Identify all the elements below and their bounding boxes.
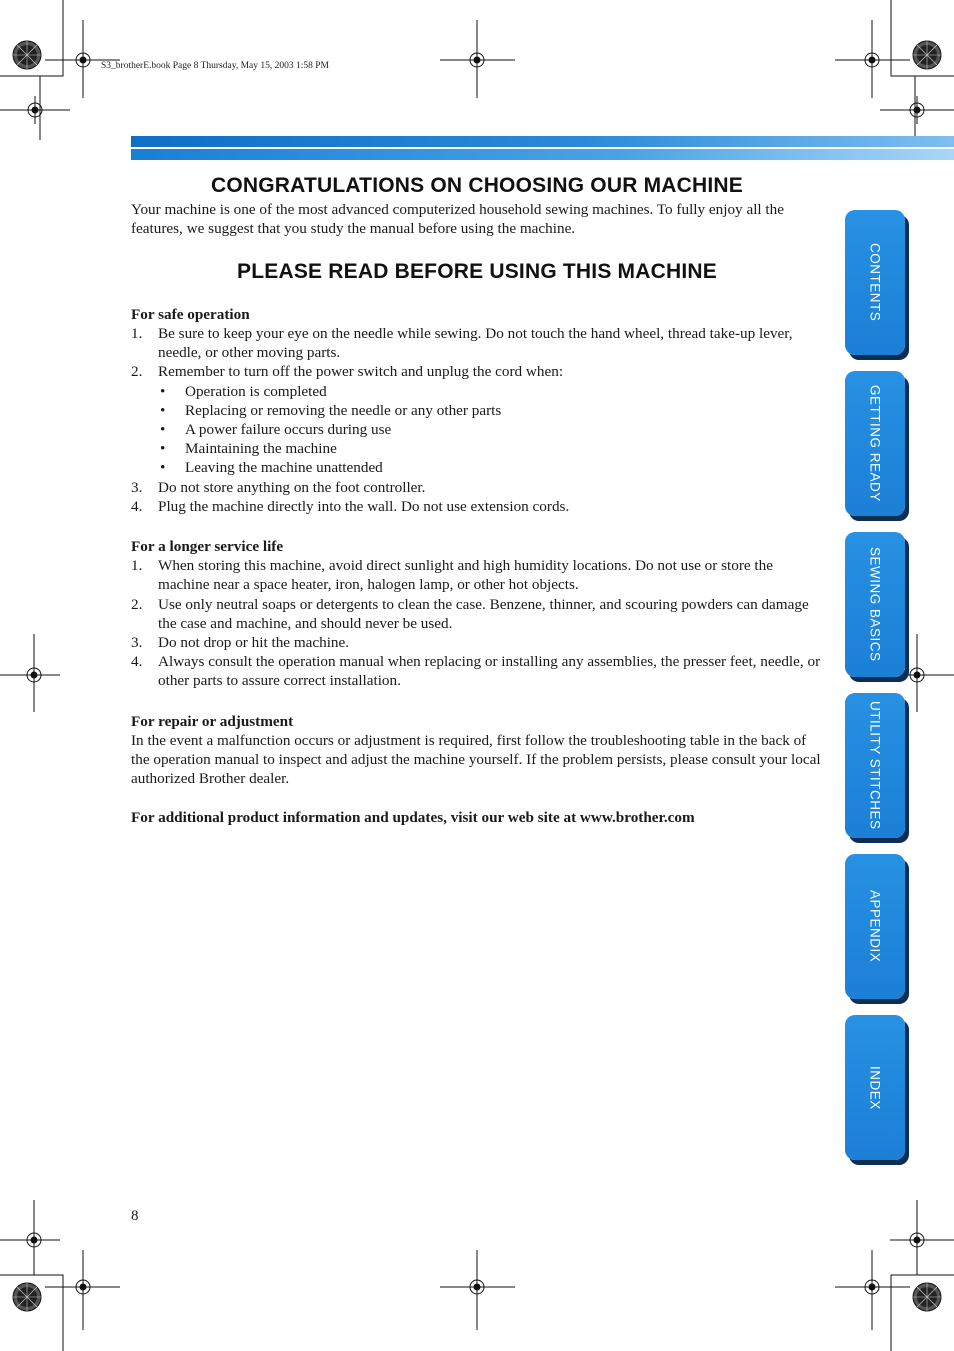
service-life-list: [131, 556, 823, 690]
power-off-conditions: [158, 382, 823, 478]
safe-operation-heading: For safe operation: [131, 305, 250, 323]
bullet-item: • Operation is completed: [160, 382, 327, 400]
list-item: 2. Remember to turn off the power switch and unplug the cord when: • Operation is completed • Replacing or removing the needle or any other parts • A power failure occurs during use • Maintaining the machine • Leaving the machine unattended: [131, 362, 823, 477]
bullet-item: • A power failure occurs during use: [160, 421, 392, 439]
service-life-heading: For a longer service life: [131, 538, 284, 556]
print-header: S3_brotherE.book Page 8 Thursday, May 15, 2003 1:58 PM: [101, 61, 329, 71]
bullet-item: • Leaving the machine unattended: [160, 459, 383, 477]
header-band-top: [131, 136, 954, 147]
repair-heading: For repair or adjustment: [131, 712, 294, 730]
list-item: 3. Do not drop or hit the machine.: [131, 634, 350, 652]
safe-operation-list: [131, 324, 823, 516]
page-content: [131, 170, 823, 828]
page-number: 8: [131, 1208, 139, 1224]
list-item: 4. Always consult the operation manual when replacing or installing any assemblies, the presser feet, needle, or other parts to assure correct installation.: [131, 653, 821, 690]
repair-paragraph: In the event a malfunction occurs or adjustment is required, first follow the troubleshooting table in the back of the operation manual to inspect and adjust the machine yourself. If the problem persists, please consult your local authorized Brother dealer.: [131, 731, 821, 788]
list-item: 1. Be sure to keep your eye on the needle while sewing. Do not touch the hand wheel, thread take-up lever, needle, or other moving parts.: [131, 325, 793, 362]
list-item: 1. When storing this machine, avoid direct sunlight and high humidity locations. Do not use or store the machine near a space heater, iron, halogen lamp, or other hot objects.: [131, 557, 773, 594]
tab-contents[interactable]: CONTENTS: [845, 210, 905, 355]
bullet-item: • Maintaining the machine: [160, 440, 337, 458]
header-band-bottom: [131, 149, 954, 160]
tab-getting-ready[interactable]: GETTING READY: [845, 371, 905, 516]
list-item: 2. Use only neutral soaps or detergents to clean the case. Benzene, thinner, and scouring powders can damage the case and machine, and should never be used.: [131, 595, 809, 632]
list-item: 4. Plug the machine directly into the wall. Do not use extension cords.: [131, 497, 570, 515]
tab-utility-stitches[interactable]: UTILITY STITCHES: [845, 693, 905, 838]
tab-sewing-basics[interactable]: SEWING BASICS: [845, 532, 905, 677]
tab-index[interactable]: INDEX: [845, 1015, 905, 1160]
tab-appendix[interactable]: APPENDIX: [845, 854, 905, 999]
list-item: 3. Do not store anything on the foot controller.: [131, 478, 426, 496]
heading-congratulations: CONGRATULATIONS ON CHOOSING OUR MACHINE: [210, 174, 743, 197]
website-note: For additional product information and updates, visit our web site at www.brother.com: [131, 809, 695, 827]
intro-paragraph: Your machine is one of the most advanced computerized household sewing machines. To fully enjoy all the features, we suggest that you study the manual before using the machine.: [131, 201, 784, 238]
bullet-item: • Replacing or removing the needle or any other parts: [160, 401, 502, 419]
heading-please-read: PLEASE READ BEFORE USING THIS MACHINE: [237, 259, 717, 283]
